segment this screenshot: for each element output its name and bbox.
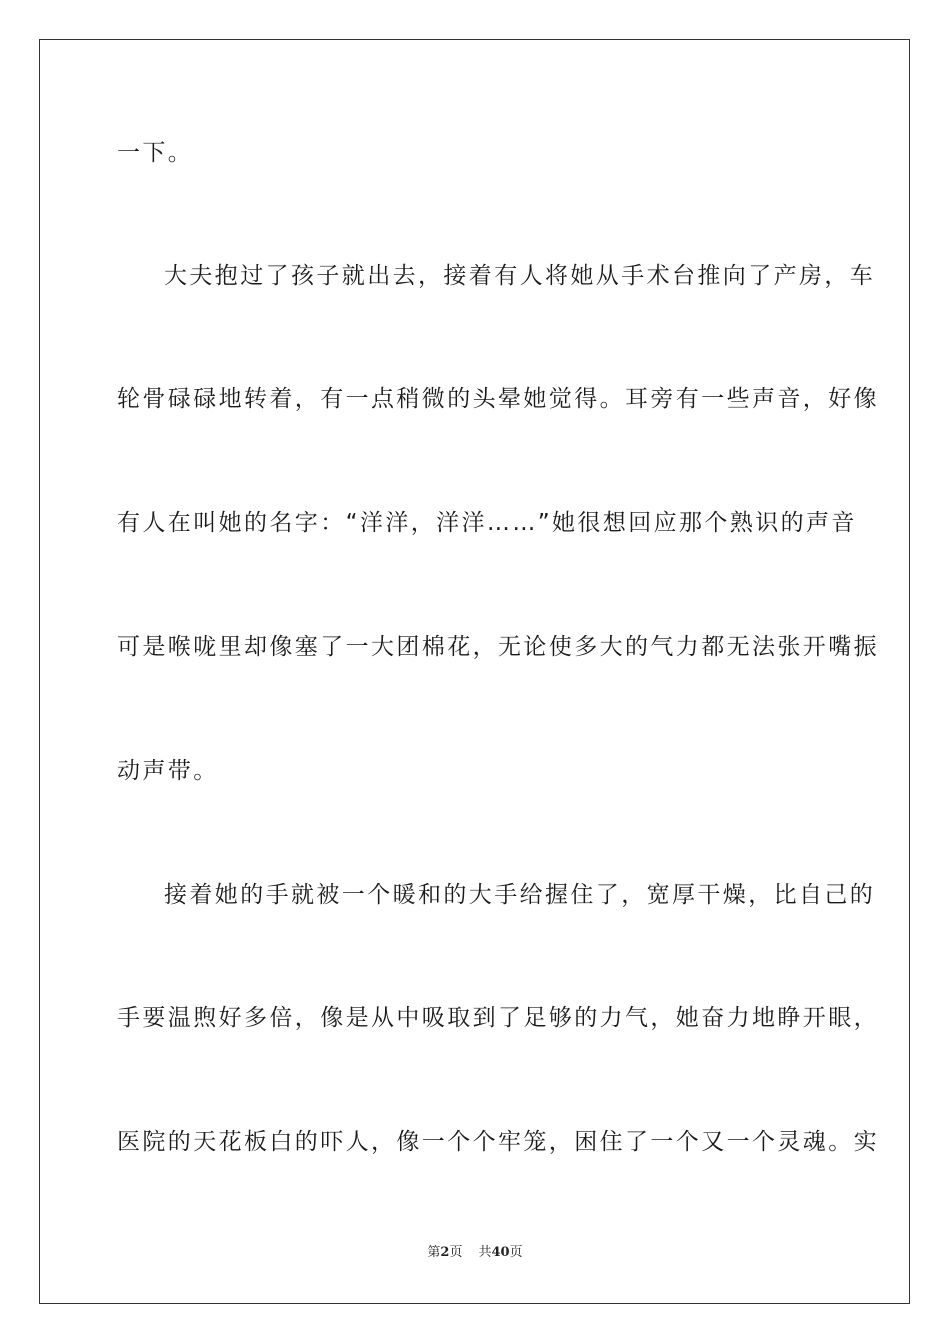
text-line-3: 轮骨碌碌地转着，有一点稍微的头晕她觉得。耳旁有一些声音，好像 xyxy=(117,386,879,412)
page-number-prefix: 第 xyxy=(427,1245,441,1260)
total-page-count: 40 xyxy=(491,1245,510,1260)
text-line-4: 有人在叫她的名字：“洋洋，洋洋……”她很想回应那个熟识的声音 xyxy=(117,510,857,536)
page-number-suffix: 页 xyxy=(449,1245,463,1260)
text-line-9: 医院的天花板白的吓人，像一个个牢笼，困住了一个又一个灵魂。实 xyxy=(117,1129,879,1155)
text-line-7: 接着她的手就被一个暖和的大手给握住了，宽厚干燥，比自己的 xyxy=(164,882,876,908)
total-pages-prefix: 共 xyxy=(478,1245,492,1260)
page-border xyxy=(39,39,910,1304)
text-line-8: 手要温煦好多倍，像是从中吸取到了足够的力气，她奋力地睁开眼， xyxy=(117,1005,879,1031)
total-pages-suffix: 页 xyxy=(509,1245,523,1260)
text-line-6: 动声带。 xyxy=(117,758,219,784)
current-page-number: 2 xyxy=(440,1245,450,1260)
text-line-5: 可是喉咙里却像塞了一大团棉花，无论使多大的气力都无法张开嘴振 xyxy=(117,634,879,660)
text-line-1: 一下。 xyxy=(117,140,194,166)
text-line-2: 大夫抱过了孩子就出去，接着有人将她从手术台推向了产房，车 xyxy=(164,263,876,289)
page-footer xyxy=(0,1244,950,1262)
